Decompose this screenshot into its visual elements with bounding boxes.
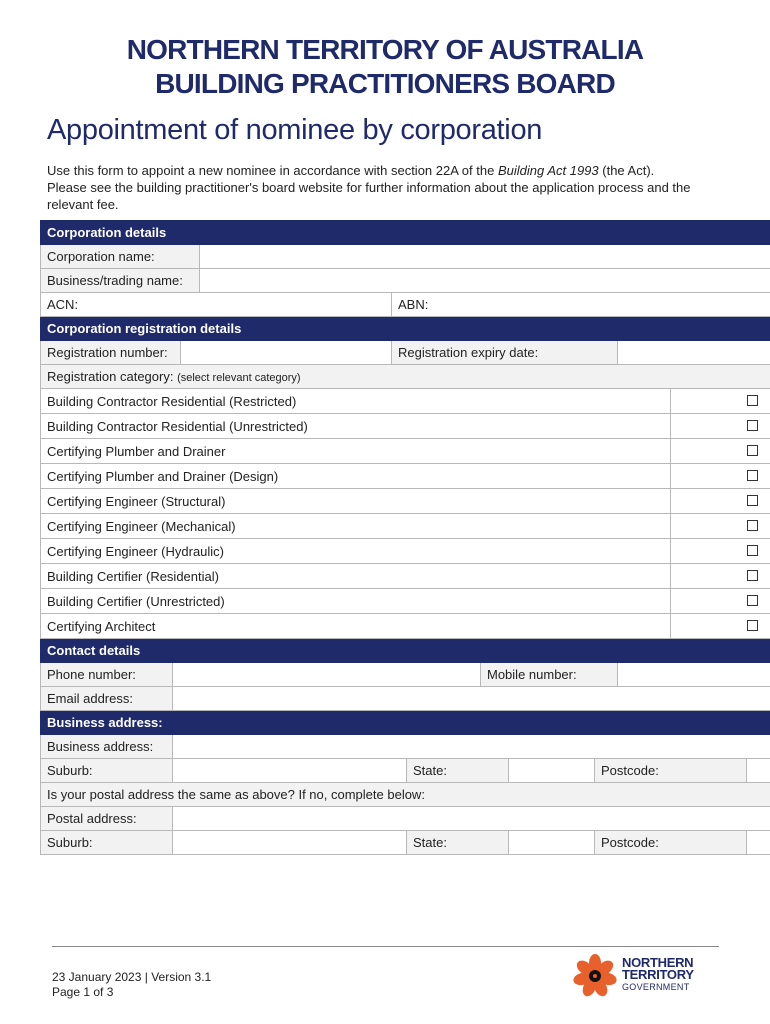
checkbox[interactable] — [747, 520, 758, 531]
category-label: Building Contractor Residential (Restricted) — [41, 389, 671, 414]
postal-address-label: Postal address: — [41, 807, 173, 831]
registration-number-label: Registration number: — [41, 341, 181, 365]
registration-expiry-label: Registration expiry date: — [392, 341, 618, 365]
category-checkbox-cell[interactable] — [671, 564, 770, 589]
section-registration-details: Corporation registration details — [41, 317, 770, 341]
checkbox[interactable] — [747, 470, 758, 481]
footer-text — [52, 970, 211, 1000]
logo-line-2: TERRITORY — [622, 967, 694, 982]
header-line-1: NORTHERN TERRITORY OF AUSTRALIA — [126, 34, 644, 65]
act-name: Building Act 1993 — [497, 163, 599, 178]
postal-address-field[interactable] — [173, 807, 770, 831]
postal-state-label: State: — [407, 831, 509, 855]
acn-field[interactable] — [41, 293, 392, 317]
registration-category-label: Registration category: — [47, 369, 174, 384]
postal-suburb-field[interactable] — [173, 831, 407, 855]
business-name-field[interactable] — [200, 269, 770, 293]
registration-category-hint: (select relevant category) — [177, 372, 301, 384]
category-label: Certifying Engineer (Structural) — [41, 489, 671, 514]
corporation-name-field[interactable] — [200, 245, 770, 269]
registration-expiry-field[interactable] — [618, 341, 770, 365]
category-label: Certifying Plumber and Drainer — [41, 439, 671, 464]
checkbox[interactable] — [747, 420, 758, 431]
category-checkbox-cell[interactable] — [671, 589, 770, 614]
phone-label: Phone number: — [41, 663, 173, 687]
state-field[interactable] — [509, 759, 595, 783]
checkbox[interactable] — [747, 620, 758, 631]
category-label: Building Certifier (Residential) — [41, 564, 671, 589]
acn-label: ACN: — [47, 297, 79, 312]
business-address-label: Business address: — [41, 735, 173, 759]
suburb-field[interactable] — [173, 759, 407, 783]
category-checkbox-cell[interactable] — [671, 514, 770, 539]
email-label: Email address: — [41, 687, 173, 711]
corporation-name-label: Corporation name: — [41, 245, 200, 269]
logo-line-1: NORTHERN — [622, 955, 694, 970]
section-corporation-details: Corporation details — [41, 221, 770, 245]
mobile-field[interactable] — [618, 663, 770, 687]
category-label: Certifying Engineer (Mechanical) — [41, 514, 671, 539]
application-form — [40, 220, 770, 855]
checkbox[interactable] — [747, 495, 758, 506]
category-checkbox-cell[interactable] — [671, 539, 770, 564]
category-checkbox-cell[interactable] — [671, 439, 770, 464]
registration-number-field[interactable] — [181, 341, 392, 365]
checkbox[interactable] — [747, 595, 758, 606]
phone-field[interactable] — [173, 663, 481, 687]
suburb-label: Suburb: — [41, 759, 173, 783]
page-title: Appointment of nominee by corporation — [47, 114, 543, 146]
business-name-label: Business/trading name: — [41, 269, 200, 293]
logo-line-3: GOVERNMENT — [622, 982, 690, 992]
category-checkbox-cell[interactable] — [671, 389, 770, 414]
email-field[interactable] — [173, 687, 770, 711]
registration-category-row — [41, 365, 770, 389]
business-address-field[interactable] — [173, 735, 770, 759]
postcode-field[interactable] — [747, 759, 770, 783]
section-business-address: Business address: — [41, 711, 770, 735]
header-line-2: BUILDING PRACTITIONERS BOARD — [155, 68, 615, 99]
checkbox[interactable] — [747, 570, 758, 581]
intro-paragraph-2: Please see the building practitioner's board website for further information about the application process and the relevant fee. — [47, 180, 691, 212]
category-label: Certifying Plumber and Drainer (Design) — [41, 464, 671, 489]
logo-wordmark — [622, 957, 694, 993]
footer-divider — [52, 946, 719, 947]
category-checkbox-cell[interactable] — [671, 489, 770, 514]
category-label: Certifying Architect — [41, 614, 671, 639]
abn-field[interactable] — [392, 293, 770, 317]
intro-p1-after: (the Act). — [598, 163, 655, 178]
intro-p1-before: Use this form to appoint a new nominee in accordance with section 22A of the — [47, 163, 498, 178]
checkbox[interactable] — [747, 545, 758, 556]
postal-suburb-label: Suburb: — [41, 831, 173, 855]
category-checkbox-cell[interactable] — [671, 414, 770, 439]
category-checkbox-cell[interactable] — [671, 464, 770, 489]
category-checkbox-cell[interactable] — [671, 614, 770, 639]
category-label: Building Contractor Residential (Unrestricted) — [41, 414, 671, 439]
postal-state-field[interactable] — [509, 831, 595, 855]
checkbox[interactable] — [747, 445, 758, 456]
state-label: State: — [407, 759, 509, 783]
postal-postcode-label: Postcode: — [595, 831, 747, 855]
intro-paragraph-1 — [47, 162, 727, 179]
footer-date-version: 23 January 2023 | Version 3.1 — [52, 970, 212, 984]
intro-text — [47, 162, 727, 213]
checkbox[interactable] — [747, 395, 758, 406]
category-label: Certifying Engineer (Hydraulic) — [41, 539, 671, 564]
postal-postcode-field[interactable] — [747, 831, 770, 855]
category-label: Building Certifier (Unrestricted) — [41, 589, 671, 614]
mobile-label: Mobile number: — [481, 663, 618, 687]
footer-page-number: Page 1 of 3 — [52, 985, 114, 999]
postal-question: Is your postal address the same as above? If no, complete below: — [41, 783, 770, 807]
abn-label: ABN: — [398, 297, 429, 312]
section-contact-details: Contact details — [41, 639, 770, 663]
postcode-label: Postcode: — [595, 759, 747, 783]
